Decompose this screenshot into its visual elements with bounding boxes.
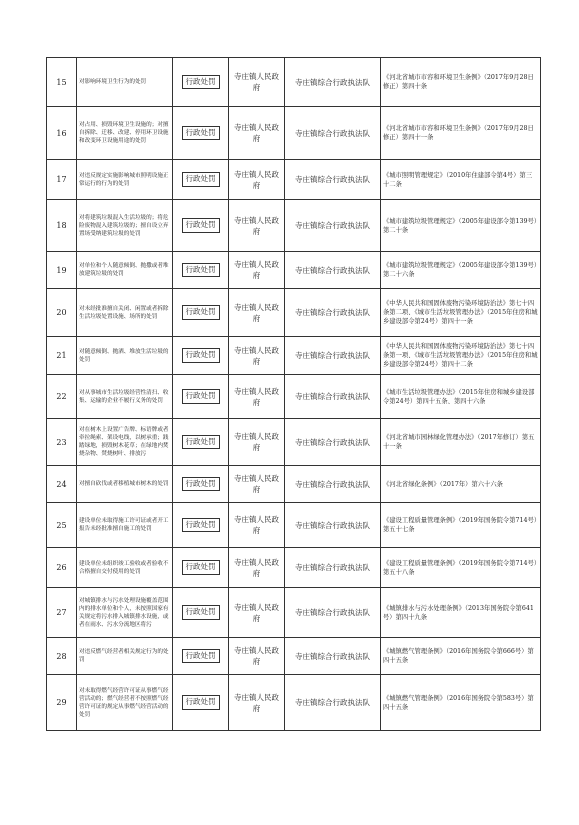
legal-basis-cell: 《中华人民共和国固体废物污染环境防治法》第七十四条第一项、《城市生活垃圾管理办法》（2015年住房和城乡建设部令第24号）第四十二条 [381, 337, 541, 375]
item-name-cell: 对将建筑垃圾混入生活垃圾的；将危险废物混入建筑垃圾的；擅自设立弃置场受纳建筑垃圾的处罚 [77, 200, 173, 252]
enforcement-team-cell: 寺庄镇综合行政执法队 [285, 375, 381, 419]
penalty-type-box: 行政处罚 [182, 695, 220, 709]
table-body [47, 58, 541, 731]
enforcement-team-cell: 寺庄镇综合行政执法队 [285, 107, 381, 160]
responsible-department-cell: 寺庄镇人民政府 [229, 160, 285, 200]
item-name-cell: 对城镇排水与污水处理设施覆盖范围内的排水单位和个人，未按照国家有关规定将污水排入城镇排水设施，或者在雨水、污水分流地区将污 [77, 588, 173, 638]
row-number-cell: 18 [47, 200, 77, 252]
penalty-type-cell [173, 466, 229, 503]
item-name-cell: 对影响环境卫生行为的处罚 [77, 58, 173, 107]
responsible-department-cell: 寺庄镇人民政府 [229, 466, 285, 503]
responsible-department-cell: 寺庄镇人民政府 [229, 675, 285, 731]
legal-basis-cell: 《河北省城市园林绿化管理办法》（2017年修订）第五十一条 [381, 419, 541, 466]
penalty-type-box: 行政处罚 [182, 305, 220, 319]
table-row [47, 638, 541, 675]
penalty-type-cell [173, 548, 229, 588]
responsible-department-cell: 寺庄镇人民政府 [229, 375, 285, 419]
table-row [47, 200, 541, 252]
responsible-department-cell: 寺庄镇人民政府 [229, 58, 285, 107]
penalty-type-box: 行政处罚 [182, 348, 220, 362]
table-row [47, 337, 541, 375]
responsible-department-cell: 寺庄镇人民政府 [229, 638, 285, 675]
legal-basis-cell: 《河北省绿化条例》（2017年）第六十六条 [381, 466, 541, 503]
row-number-cell: 24 [47, 466, 77, 503]
enforcement-team-cell: 寺庄镇综合行政执法队 [285, 289, 381, 337]
penalty-type-cell [173, 675, 229, 731]
power-list-table [46, 57, 541, 731]
penalty-type-box: 行政处罚 [182, 172, 220, 186]
penalty-type-box: 行政处罚 [182, 389, 220, 403]
penalty-type-cell [173, 58, 229, 107]
item-name-cell: 对从事城市生活垃圾经营性清扫、收集、运输的企业不履行义务的处罚 [77, 375, 173, 419]
row-number-cell: 23 [47, 419, 77, 466]
item-name-cell: 对随意倾倒、抛洒、堆放生活垃圾的处罚 [77, 337, 173, 375]
penalty-type-box: 行政处罚 [182, 649, 220, 663]
table-row [47, 252, 541, 289]
row-number-cell: 17 [47, 160, 77, 200]
penalty-type-cell [173, 375, 229, 419]
item-name-cell: 对违反规定实施影响城市照明设施正常运行的行为的处罚 [77, 160, 173, 200]
penalty-type-cell [173, 252, 229, 289]
table-row [47, 548, 541, 588]
responsible-department-cell: 寺庄镇人民政府 [229, 503, 285, 548]
item-name-cell: 对占用、损毁环境卫生设施的；对擅自拆除、迁移、改建、停用环卫设施和改变环卫设施用途的处罚 [77, 107, 173, 160]
item-name-cell: 对未经批准擅自关闭、闲置或者拆除生活垃圾处置设施、场所的处罚 [77, 289, 173, 337]
enforcement-team-cell: 寺庄镇综合行政执法队 [285, 419, 381, 466]
enforcement-team-cell: 寺庄镇综合行政执法队 [285, 548, 381, 588]
item-name-cell: 对擅自砍伐或者移植城市树木的处罚 [77, 466, 173, 503]
penalty-type-box: 行政处罚 [182, 263, 220, 277]
row-number-cell: 27 [47, 588, 77, 638]
table-row [47, 588, 541, 638]
penalty-type-box: 行政处罚 [182, 477, 220, 491]
table-row [47, 503, 541, 548]
table-row [47, 466, 541, 503]
item-name-cell: 对单位和个人随意倾倒、抛撒或者堆放建筑垃圾的处罚 [77, 252, 173, 289]
penalty-type-cell [173, 107, 229, 160]
enforcement-team-cell: 寺庄镇综合行政执法队 [285, 200, 381, 252]
row-number-cell: 20 [47, 289, 77, 337]
enforcement-team-cell: 寺庄镇综合行政执法队 [285, 252, 381, 289]
row-number-cell: 21 [47, 337, 77, 375]
table-row [47, 107, 541, 160]
responsible-department-cell: 寺庄镇人民政府 [229, 200, 285, 252]
legal-basis-cell: 《建设工程质量管理条例》（2019年国务院令第714号）第五十八条 [381, 548, 541, 588]
penalty-type-cell [173, 337, 229, 375]
legal-basis-cell: 《城镇排水与污水处理条例》（2013年国务院令第641号）第四十九条 [381, 588, 541, 638]
penalty-type-cell [173, 588, 229, 638]
enforcement-team-cell: 寺庄镇综合行政执法队 [285, 337, 381, 375]
row-number-cell: 28 [47, 638, 77, 675]
responsible-department-cell: 寺庄镇人民政府 [229, 252, 285, 289]
table-row [47, 375, 541, 419]
responsible-department-cell: 寺庄镇人民政府 [229, 289, 285, 337]
responsible-department-cell: 寺庄镇人民政府 [229, 548, 285, 588]
penalty-type-cell [173, 503, 229, 548]
responsible-department-cell: 寺庄镇人民政府 [229, 419, 285, 466]
penalty-type-cell [173, 160, 229, 200]
penalty-type-cell [173, 419, 229, 466]
enforcement-team-cell: 寺庄镇综合行政执法队 [285, 503, 381, 548]
penalty-type-cell [173, 638, 229, 675]
penalty-type-cell [173, 289, 229, 337]
item-name-cell: 对未取得燃气经营许可证从事燃气经营活动的；燃气经营者不按照燃气经营许可证的规定从事燃气经营活动的处罚 [77, 675, 173, 731]
table-row [47, 289, 541, 337]
enforcement-team-cell: 寺庄镇综合行政执法队 [285, 675, 381, 731]
legal-basis-cell: 《中华人民共和国固体废物污染环境防治法》第七十四条第二项、《城市生活垃圾管理办法》（2015年住房和城乡建设部令第24号）第四十一条 [381, 289, 541, 337]
penalty-type-cell [173, 200, 229, 252]
legal-basis-cell: 《城镇燃气管理条例》（2016年国务院令第666号）第四十五条 [381, 638, 541, 675]
table-row [47, 675, 541, 731]
row-number-cell: 15 [47, 58, 77, 107]
penalty-type-box: 行政处罚 [182, 75, 220, 89]
legal-basis-cell: 《城镇燃气管理条例》（2016年国务院令第583号）第四十五条 [381, 675, 541, 731]
penalty-type-box: 行政处罚 [182, 560, 220, 574]
enforcement-team-cell: 寺庄镇综合行政执法队 [285, 466, 381, 503]
responsible-department-cell: 寺庄镇人民政府 [229, 337, 285, 375]
row-number-cell: 16 [47, 107, 77, 160]
enforcement-team-cell: 寺庄镇综合行政执法队 [285, 638, 381, 675]
penalty-type-box: 行政处罚 [182, 435, 220, 449]
responsible-department-cell: 寺庄镇人民政府 [229, 107, 285, 160]
penalty-type-box: 行政处罚 [182, 218, 220, 232]
row-number-cell: 29 [47, 675, 77, 731]
penalty-type-box: 行政处罚 [182, 126, 220, 140]
legal-basis-cell: 《城市建筑垃圾管理规定》（2005年建设部令第139号）第二十条 [381, 200, 541, 252]
table-row [47, 419, 541, 466]
legal-basis-cell: 《城市建筑垃圾管理规定》（2005年建设部令第139号）第二十六条 [381, 252, 541, 289]
enforcement-team-cell: 寺庄镇综合行政执法队 [285, 160, 381, 200]
item-name-cell: 建设单位未组织竣工验收或者验收不合格擅自交付使用的处罚 [77, 548, 173, 588]
row-number-cell: 25 [47, 503, 77, 548]
row-number-cell: 22 [47, 375, 77, 419]
item-name-cell: 建设单位未取得施工许可证或者开工报告未经批准擅自施工的处罚 [77, 503, 173, 548]
item-name-cell: 对违反燃气经营者相关规定行为的处罚 [77, 638, 173, 675]
enforcement-team-cell: 寺庄镇综合行政执法队 [285, 588, 381, 638]
enforcement-team-cell: 寺庄镇综合行政执法队 [285, 58, 381, 107]
legal-basis-cell: 《城市照明管理规定》（2010年住建部令第4号）第三十二条 [381, 160, 541, 200]
item-name-cell: 对在树木上设置广告牌、标语牌或者牵拉绳索、架设电线，以树承重；践踏绿地，损毁树木花草；在绿地内焚烧杂物、焚烧树叶、排放污 [77, 419, 173, 466]
table-row [47, 160, 541, 200]
row-number-cell: 26 [47, 548, 77, 588]
legal-basis-cell: 《河北省城市市容和环境卫生条例》（2017年9月28日修正）第四十一条 [381, 107, 541, 160]
row-number-cell: 19 [47, 252, 77, 289]
penalty-type-box: 行政处罚 [182, 605, 220, 619]
legal-basis-cell: 《河北省城市市容和环境卫生条例》（2017年9月28日修正）第四十条 [381, 58, 541, 107]
penalty-type-box: 行政处罚 [182, 518, 220, 532]
legal-basis-cell: 《城市生活垃圾管理办法》（2015年住房和城乡建设部令第24号）第四十五条、第四十六条 [381, 375, 541, 419]
legal-basis-cell: 《建设工程质量管理条例》（2019年国务院令第714号）第五十七条 [381, 503, 541, 548]
table-row [47, 58, 541, 107]
responsible-department-cell: 寺庄镇人民政府 [229, 588, 285, 638]
